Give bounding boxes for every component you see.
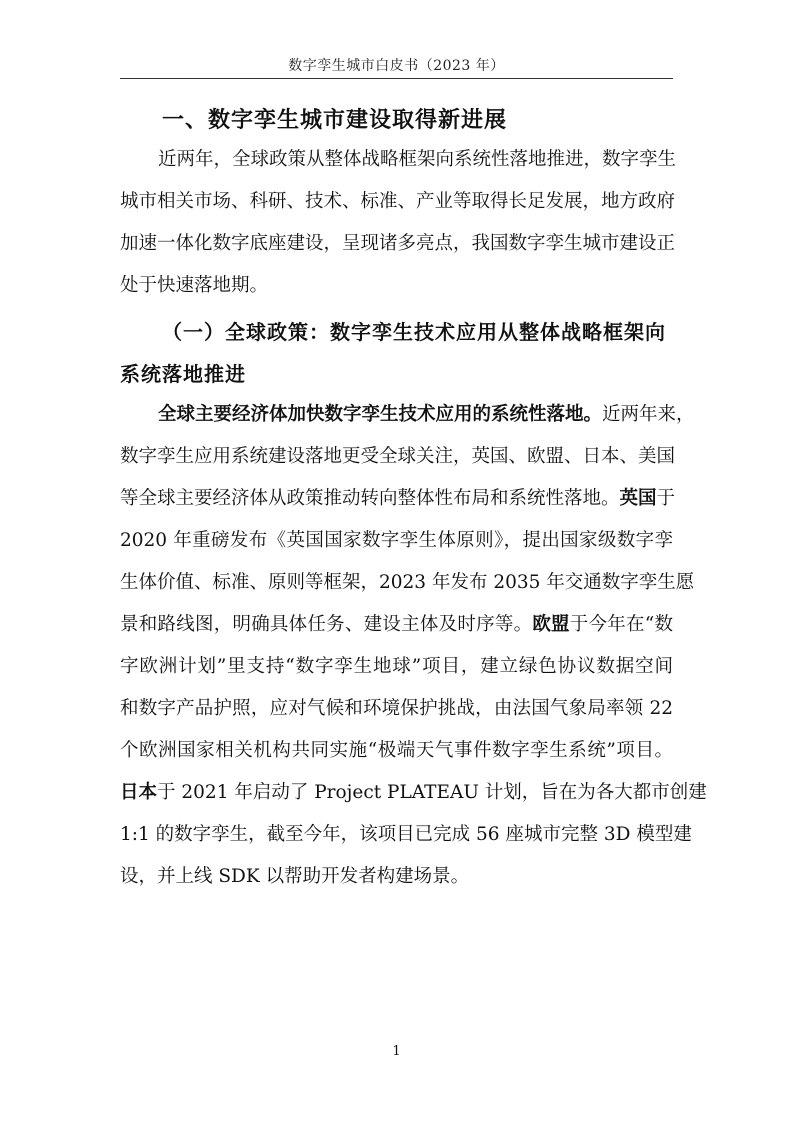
paragraph-line: 处于快速落地期。 [120, 275, 269, 296]
paragraph-line: 近两年，全球政策从整体战略框架向系统性落地推进，数字孪生 [158, 149, 677, 170]
paragraph-line: 数字孪生应用系统建设落地更受全球关注，英国、欧盟、日本、美国 [120, 446, 676, 467]
subsection-heading-line-1: （一）全球政策：数字孪生技术应用从整体战略框架向 [162, 320, 666, 344]
paragraph-line: 城市相关市场、科研、技术、标准、产业等取得长足发展，地方政府 [120, 191, 676, 212]
paragraph-text: 近两年来， [602, 404, 695, 425]
paragraph-text: 于今年在“数 [569, 614, 673, 635]
paragraph-line: 1:1 的数字孪生，截至今年，该项目已完成 56 座城市完整 3D 模型建 [120, 824, 692, 845]
paragraph-text: 于 [656, 488, 676, 509]
paragraph-line: 和数字产品护照，应对气候和环境保护挑战，由法国气象局率领 22 [120, 698, 673, 719]
paragraph-line: 字欧洲计划”里支持“数字孪生地球”项目，建立绿色协议数据空间 [120, 656, 673, 677]
section-heading: 一、数字孪生城市建设取得新进展 [162, 108, 508, 133]
paragraph-text: 景和路线图，明确具体任务、建设主体及时序等。 [120, 614, 533, 635]
paragraph-text: 于 2021 年启动了 Project PLATEAU 计划，旨在为各大都市创建 [157, 782, 707, 803]
paragraph-lead-sentence: 全球主要经济体加快数字孪生技术应用的系统性落地。 [158, 404, 603, 425]
keyword-japan: 日本 [120, 782, 158, 803]
paragraph-line [120, 487, 676, 511]
header-divider [120, 78, 673, 79]
running-header: 数字孪生城市白皮书（2023 年） [288, 58, 505, 74]
paragraph-line [120, 781, 707, 805]
subsection-heading-line-2: 系统落地推进 [120, 362, 246, 386]
page-number: 1 [392, 1044, 401, 1059]
paragraph-line: 个欧洲国家相关机构共同实施“极端天气事件数字孪生系统”项目。 [120, 740, 673, 761]
keyword-uk: 英国 [619, 488, 657, 509]
paragraph-line: 设，并上线 SDK 以帮助开发者构建场景。 [120, 866, 470, 887]
paragraph-line: 2020 年重磅发布《英国国家数字孪生体原则》，提出国家级数字孪 [120, 530, 673, 551]
paragraph-line [120, 613, 673, 637]
paragraph-line [158, 403, 695, 427]
keyword-eu: 欧盟 [532, 614, 570, 635]
paragraph-text: 等全球主要经济体从政策推动转向整体性布局和系统性落地。 [120, 488, 620, 509]
paragraph-line: 生体价值、标准、原则等框架，2023 年发布 2035 年交通数字孪生愿 [120, 572, 695, 593]
paragraph-line: 加速一体化数字底座建设，呈现诸多亮点，我国数字孪生城市建设正 [120, 233, 676, 254]
